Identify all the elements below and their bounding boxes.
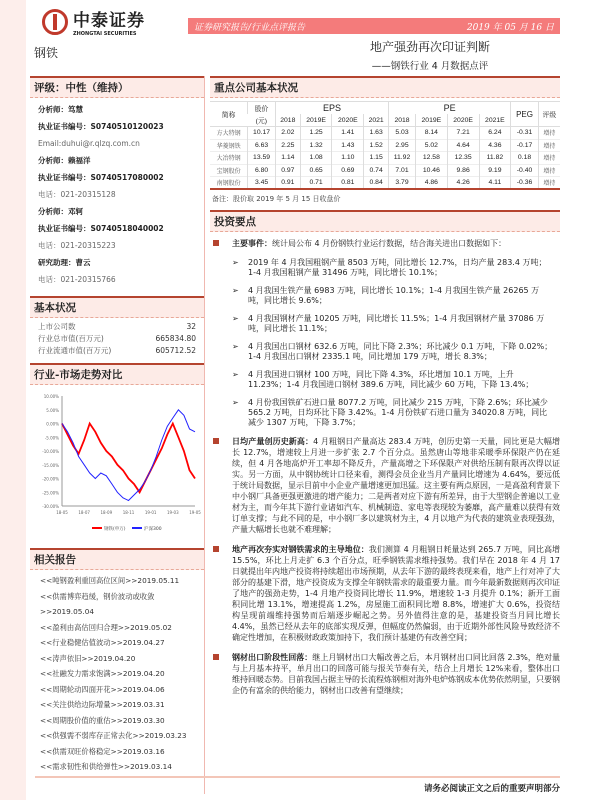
analyst-value: 021-20315223 bbox=[60, 241, 116, 250]
x-tick-label: 19-05 bbox=[189, 510, 201, 515]
table-year: 2021E bbox=[479, 114, 511, 127]
table-cell: 3.79 bbox=[389, 177, 416, 190]
left-sidebar bbox=[30, 76, 205, 794]
table-year: 2021 bbox=[364, 114, 389, 127]
basic-row bbox=[30, 321, 204, 333]
table-unit: (元) bbox=[255, 118, 267, 125]
table-cell: 0.97 bbox=[275, 164, 300, 177]
related-report-link[interactable]: <<供需博弈趋缓，钢价波动或收敛>>2019.05.04 bbox=[40, 591, 155, 616]
point-text: 4 月粗钢日产量高达 283.4 万吨，创历史第一天量，同比更是大幅增长 12.7%，增速较上月进一步扩张 2.7 个百分点。虽然唐山等地非采暖季环保限产仍在延续，但 4 月各地高炉开工率却不降反升，产量高增之下环保限产对供给压制有限再次得以证实。另一方面，从中钢协统计口径来看，测得会员企业当月产量同比增速为 4.64%，要远低于统计局数据，显示目前中小企业产量增速更加迅猛。这主要有两点原因，一是高盈利背景下中小钢厂具备更强更激进的增产能力；二是两者对应下游有所差异，由于大型钢企普遍以工业材为主，而今年其下游行业诸如汽车、机械制造、家电等表现较为萎靡，高产量难以获得有效订单支撑；与此不同的是，中小钢厂多以建筑材为主，4 月以地产为代表的建筑业表现强劲，产量大幅增长也就不难理解； bbox=[232, 437, 560, 534]
table-row bbox=[210, 139, 560, 152]
arrow-bullet-icon: ➢ bbox=[232, 286, 239, 295]
footer-disclaimer: 请务必阅读正文之后的重要声明部分 bbox=[423, 784, 560, 794]
related-report-link[interactable]: <<周期轮动四面开花>>2019.04.06 bbox=[40, 684, 165, 694]
table-cell: 7.21 bbox=[447, 127, 479, 140]
table-row bbox=[210, 152, 560, 165]
table-row bbox=[210, 127, 560, 140]
page-margin bbox=[0, 0, 26, 800]
table-cell: 1.41 bbox=[332, 127, 364, 140]
bullet-square-icon bbox=[213, 546, 219, 552]
point-heading: 钢材出口阶段性回落： bbox=[232, 653, 313, 662]
table-cell: 南钢股份 bbox=[216, 180, 241, 187]
y-tick-label: 5.00% bbox=[46, 407, 59, 413]
analyst-line bbox=[30, 271, 204, 288]
sub-point-text: 4 月份我国铁矿石进口量 8077.2 万吨，同比减少 215 万吨，下降 2.6%；环比减少 565.2 万吨，日均环比下降 3.42%。1-4 月份铁矿石进口量为 34020.8 万吨，同比减少 1307 万吨，下降 3.7%； bbox=[248, 398, 548, 427]
table-cell: 4.26 bbox=[447, 177, 479, 190]
table-cell: 0.91 bbox=[275, 177, 300, 190]
analyst-key: 电话： bbox=[38, 190, 61, 199]
report-date: 2019 年 05 月 16 日 bbox=[466, 22, 554, 33]
footer-divider bbox=[35, 776, 560, 778]
table-cell: 7.01 bbox=[389, 164, 416, 177]
y-tick-label: -25.00% bbox=[42, 490, 59, 496]
table-cell: 0.65 bbox=[300, 164, 332, 177]
table-cell: -0.17 bbox=[511, 139, 539, 152]
analyst-value: duhui@r.qlzq.com.cn bbox=[61, 139, 140, 148]
analyst-key: 电话： bbox=[38, 275, 61, 284]
analyst-line bbox=[30, 220, 204, 237]
sub-point bbox=[210, 258, 560, 278]
table-cell: 增持 bbox=[538, 177, 560, 190]
table-cell: 0.81 bbox=[332, 177, 364, 190]
basic-row bbox=[30, 345, 204, 357]
table-cell: 10.17 bbox=[248, 127, 276, 140]
legend-label: 沪深300 bbox=[144, 527, 162, 532]
table-cell: 6.24 bbox=[479, 127, 511, 140]
analyst-key: 执业证书编号： bbox=[38, 122, 91, 131]
y-tick-label: -30.00% bbox=[42, 504, 59, 509]
arrow-bullet-icon: ➢ bbox=[232, 370, 239, 379]
analyst-line bbox=[30, 186, 204, 203]
table-cell: -0.36 bbox=[511, 177, 539, 190]
y-tick-label: -15.00% bbox=[42, 462, 59, 468]
x-tick-label: 19-01 bbox=[144, 510, 157, 515]
trend-chart bbox=[30, 388, 205, 538]
sub-point bbox=[210, 342, 560, 362]
table-year: 2018 bbox=[275, 114, 300, 127]
basic-key: 行业总市值(百万元) bbox=[38, 334, 104, 343]
analyst-key: Email: bbox=[38, 139, 62, 148]
basic-value: 665834.80 bbox=[155, 334, 196, 343]
table-cell: 1.63 bbox=[364, 127, 389, 140]
arrow-bullet-icon: ➢ bbox=[232, 314, 239, 323]
analyst-line bbox=[30, 118, 204, 135]
table-cell: 1.10 bbox=[332, 152, 364, 165]
related-report-link[interactable]: <<关注供给边际增量>>2019.03.31 bbox=[40, 700, 165, 709]
y-tick-label: -5.00% bbox=[44, 435, 59, 441]
table-cell: 0.18 bbox=[511, 152, 539, 165]
basic-key: 上市公司数 bbox=[38, 322, 76, 331]
point-heading: 地产再次夯实对钢铁需求的主导地位： bbox=[232, 545, 369, 554]
analyst-value: 021-20315766 bbox=[60, 275, 116, 284]
series-line-0 bbox=[62, 424, 195, 493]
table-cell: 0.71 bbox=[300, 177, 332, 190]
analyst-value: S0740518040002 bbox=[90, 224, 164, 233]
table-cell: 12.58 bbox=[415, 152, 447, 165]
table-cell: 12.35 bbox=[447, 152, 479, 165]
analyst-line bbox=[30, 237, 204, 254]
table-cell: 方大特钢 bbox=[216, 130, 241, 138]
sub-point bbox=[210, 398, 560, 428]
main-content bbox=[210, 76, 560, 705]
analyst-list bbox=[30, 101, 204, 288]
table-header: 股价 bbox=[248, 102, 276, 115]
point-daily-output bbox=[210, 436, 560, 535]
analyst-key: 执业证书编号： bbox=[38, 224, 91, 233]
y-tick-label: 0.00% bbox=[46, 421, 59, 427]
analyst-line bbox=[30, 135, 204, 152]
related-report-link[interactable]: <<供强需不弱库存正常去化>>2019.03.23 bbox=[40, 731, 187, 740]
table-cell: 宝钢股份 bbox=[216, 167, 241, 175]
x-tick-label: 18-05 bbox=[56, 510, 68, 515]
logo-icon bbox=[42, 9, 68, 35]
series-line-1 bbox=[62, 410, 195, 501]
basic-section-title: 基本状况 bbox=[30, 296, 204, 318]
table-year: 2020E bbox=[447, 114, 479, 127]
analyst-value: 曹云 bbox=[75, 258, 91, 267]
point-heading: 日均产量创历史新高： bbox=[232, 437, 314, 446]
table-header: 评级 bbox=[538, 102, 560, 127]
table-cell: 10.46 bbox=[415, 164, 447, 177]
report-subtitle: ——钢铁行业 4 月数据点评 bbox=[371, 61, 489, 72]
analyst-line bbox=[30, 254, 204, 271]
analyst-value: S0740510120023 bbox=[90, 122, 164, 131]
arrow-bullet-icon: ➢ bbox=[232, 398, 239, 407]
table-year: 2018 bbox=[389, 114, 416, 127]
bullet-square-icon bbox=[213, 438, 219, 444]
sub-point bbox=[210, 286, 560, 306]
related-report-link[interactable]: <<社融发力需求饱满>>2019.04.20 bbox=[40, 669, 165, 678]
analyst-value: S0740517080002 bbox=[90, 173, 164, 182]
bullet-square-icon bbox=[213, 240, 219, 246]
related-report-link[interactable]: <<吨钢盈利重回高位区间>>2019.05.11 bbox=[40, 576, 180, 585]
analyst-key: 分析师： bbox=[38, 207, 68, 216]
analyst-value: 赖福洋 bbox=[68, 156, 91, 165]
table-cell: 6.80 bbox=[248, 164, 276, 177]
analyst-line bbox=[30, 169, 204, 186]
rating: 评级：中性（维持） bbox=[30, 76, 204, 98]
table-cell: 0.84 bbox=[364, 177, 389, 190]
table-cell: -0.31 bbox=[511, 127, 539, 140]
reports-section-title: 相关报告 bbox=[30, 548, 204, 570]
table-cell: 1.08 bbox=[300, 152, 332, 165]
related-report-link[interactable]: <<需求韧性和供给弹性>>2019.03.14 bbox=[40, 762, 172, 771]
table-cell: 9.19 bbox=[479, 164, 511, 177]
legend-label: 钢铁(申万) bbox=[104, 527, 126, 532]
company-logo bbox=[42, 6, 145, 37]
arrow-bullet-icon: ➢ bbox=[232, 258, 239, 267]
table-header: PEG bbox=[511, 102, 539, 127]
sub-point-text: 4 月我国进口钢材 100 万吨，同比下降 4.3%，环比增加 10.1 万吨，上升 11.23%；1-4 月我国进口钢材 389.6 万吨，同比减少 60 万吨，下降 13.4%； bbox=[248, 370, 534, 389]
y-tick-label: 10.00% bbox=[43, 394, 59, 399]
table-cell: 11.82 bbox=[479, 152, 511, 165]
companies-table bbox=[210, 101, 560, 190]
trend-section-title: 行业-市场走势对比 bbox=[30, 363, 204, 385]
point-text: 统计局公布 4 月份钢铁行业运行数据，结合海关进出口数据如下： bbox=[272, 239, 507, 248]
table-note: 备注：股价取 2019 年 5 月 15 日收盘价 bbox=[212, 195, 341, 203]
point-text: 我们测算 4 月粗钢日耗量达到 265.7 万吨，同比高增 15.5%，环比上月走扩 6.3 个百分点，旺季钢铁需求维持强势。我们早在 2018 年 4 月 17 日就提出年内地产投资将持续超出市场预期，从去年下游的最终表现来看，地产上行对冲了大部分的基建下滑，地产投资成为支撑全年钢铁需求的最重要力量。而今年最新数据则再次印证了地产的强劲走势，1-4 月地产投资同比增长 11.9%，增速较 1-3 月提升 0.1%；新开工面积同比增 13.1%，增速提高 1.2%，房屋施工面积同比增 8.8%，增速扩大 0.6%，投资结构呈现前端维持强势而后端逐步崛起之势。另外值得注意的是，基建投资当月同比增长 4.4%，虽然已经从去年的底部实现反弹，但幅度仍然偏弱，由于近期外部性风险导致经济不确定性增加，在积极财政政策加持下，我们预计基建仍有改善空间； bbox=[232, 545, 560, 642]
logo-en: ZHONGTAI SECURITIES bbox=[73, 31, 137, 37]
table-cell: 4.64 bbox=[447, 139, 479, 152]
table-row bbox=[210, 164, 560, 177]
x-tick-label: 18-11 bbox=[122, 510, 135, 515]
table-cell: 大冶特钢 bbox=[216, 155, 241, 163]
bullet-square-icon bbox=[213, 654, 219, 660]
point-main-event bbox=[210, 238, 560, 249]
header-banner bbox=[188, 18, 560, 34]
basic-key: 行业流通市值(百万元) bbox=[38, 346, 112, 355]
table-cell: 8.14 bbox=[415, 127, 447, 140]
table-cell: 3.45 bbox=[248, 177, 276, 190]
analyst-key: 分析师： bbox=[38, 105, 68, 114]
sub-point bbox=[210, 314, 560, 334]
table-cell: 增持 bbox=[538, 127, 560, 140]
table-year: 2020E bbox=[332, 114, 364, 127]
sub-point bbox=[210, 370, 560, 390]
basic-value: 32 bbox=[186, 322, 196, 331]
sector-label: 钢铁 bbox=[34, 46, 59, 60]
table-cell: 1.14 bbox=[275, 152, 300, 165]
point-heading: 主要事件： bbox=[232, 239, 272, 248]
table-cell: 6.63 bbox=[248, 139, 276, 152]
table-cell: 1.15 bbox=[364, 152, 389, 165]
sub-point-text: 4 月我国钢材产量 10205 万吨，同比增长 11.5%；1-4 月我国钢材产量 37086 万吨，同比增长 11.1%； bbox=[248, 314, 545, 333]
related-report-link[interactable]: <<行业稳健估值波动>>2019.04.27 bbox=[40, 638, 165, 647]
related-report-link[interactable]: <<供需双旺价格稳定>>2019.03.16 bbox=[40, 746, 165, 756]
analyst-line bbox=[30, 152, 204, 169]
table-cell: 4.11 bbox=[479, 177, 511, 190]
analyst-key: 分析师： bbox=[38, 156, 68, 165]
basic-value: 605712.52 bbox=[155, 346, 196, 355]
related-report-link[interactable]: <<涛声依旧>>2019.04.20 bbox=[40, 653, 136, 663]
table-header: 简称 bbox=[221, 112, 236, 119]
table-header: PE bbox=[389, 102, 511, 115]
analyst-value: 021-20315128 bbox=[60, 190, 116, 199]
x-tick-label: 19-03 bbox=[167, 510, 179, 515]
analyst-key: 研究助理： bbox=[38, 258, 76, 267]
sub-point-text: 4 月我国生铁产量 6983 万吨，同比增长 10.1%；1-4 月我国生铁产量 26265 万吨，同比增长 9.6%； bbox=[248, 286, 540, 305]
table-cell: 5.03 bbox=[389, 127, 416, 140]
table-cell: 增持 bbox=[538, 164, 560, 177]
table-row bbox=[210, 177, 560, 190]
sub-points bbox=[210, 258, 560, 428]
table-cell: 增持 bbox=[538, 139, 560, 152]
table-cell: 0.74 bbox=[364, 164, 389, 177]
analyst-key: 执业证书编号： bbox=[38, 173, 91, 182]
basic-row bbox=[30, 333, 204, 345]
related-reports bbox=[30, 573, 204, 775]
point-text: 继上月钢材出口大幅改善之后，本月钢材出口同比回落 2.3%，绝对量与上月基本持平，单月出口的回落可能与报关节奏有关，结合上月增长 12%来看，整体出口维持回暖态势。目前我国占据主导的长流程炼钢相对海外电炉炼钢成本优势依然明显，只要钢企仍有富余的供给能力，钢材出口改善有望继续； bbox=[232, 653, 560, 695]
table-cell: 1.32 bbox=[300, 139, 332, 152]
y-tick-label: -20.00% bbox=[42, 476, 59, 482]
related-report-link[interactable]: <<盈利由高估回归合理>>2019.05.02 bbox=[40, 622, 172, 632]
analyst-value: 邓轲 bbox=[68, 207, 83, 216]
table-header: EPS bbox=[275, 102, 388, 115]
table-cell: 4.86 bbox=[415, 177, 447, 190]
y-tick-label: -10.00% bbox=[42, 449, 59, 454]
analyst-value: 笃慧 bbox=[68, 105, 83, 114]
logo-cn: 中泰证券 bbox=[73, 11, 145, 31]
point-export bbox=[210, 652, 560, 696]
companies-section-title: 重点公司基本状况 bbox=[210, 76, 560, 98]
table-cell: 1.43 bbox=[332, 139, 364, 152]
table-cell: 13.59 bbox=[248, 152, 276, 165]
table-cell: -0.40 bbox=[511, 164, 539, 177]
x-tick-label: 18-09 bbox=[100, 510, 113, 515]
table-year: 2019E bbox=[415, 114, 447, 127]
arrow-bullet-icon: ➢ bbox=[232, 342, 239, 351]
table-cell: 11.92 bbox=[389, 152, 416, 165]
sub-point-text: 2019 年 4 月我国粗钢产量 8503 万吨，同比增长 12.7%，日均产量 283.4 万吨；1-4 月我国粗钢产量 31496 万吨，同比增长 10.1%； bbox=[248, 258, 547, 277]
point-real-estate bbox=[210, 544, 560, 643]
analyst-line bbox=[30, 203, 204, 220]
points-section-title: 投资要点 bbox=[210, 210, 560, 232]
x-tick-label: 18-07 bbox=[78, 510, 90, 515]
sub-point-text: 4 月我国出口钢材 632.6 万吨，同比下降 2.3%；环比减少 0.1 万吨，下降 0.02%；1-4 月我国出口钢材 2335.1 吨，同比增加 179 万吨，增长 8.3%； bbox=[248, 342, 553, 361]
table-cell: 华菱钢铁 bbox=[216, 142, 241, 150]
basic-info bbox=[30, 321, 204, 357]
table-cell: 1.52 bbox=[364, 139, 389, 152]
table-cell: 9.86 bbox=[447, 164, 479, 177]
related-report-link[interactable]: <<周期股价值的重估>>2019.03.30 bbox=[40, 715, 165, 725]
table-cell: 2.02 bbox=[275, 127, 300, 140]
table-cell: 1.25 bbox=[300, 127, 332, 140]
table-cell: 2.95 bbox=[389, 139, 416, 152]
analyst-key: 电话： bbox=[38, 241, 61, 250]
table-cell: 5.02 bbox=[415, 139, 447, 152]
table-cell: 2.25 bbox=[275, 139, 300, 152]
report-title: 地产强劲再次印证判断 bbox=[369, 40, 490, 54]
analyst-line bbox=[30, 101, 204, 118]
table-cell: 增持 bbox=[538, 152, 560, 165]
table-cell: 4.36 bbox=[479, 139, 511, 152]
table-year: 2019E bbox=[300, 114, 332, 127]
report-type: 证券研究报告/行业点评报告 bbox=[194, 22, 306, 33]
table-cell: 0.69 bbox=[332, 164, 364, 177]
